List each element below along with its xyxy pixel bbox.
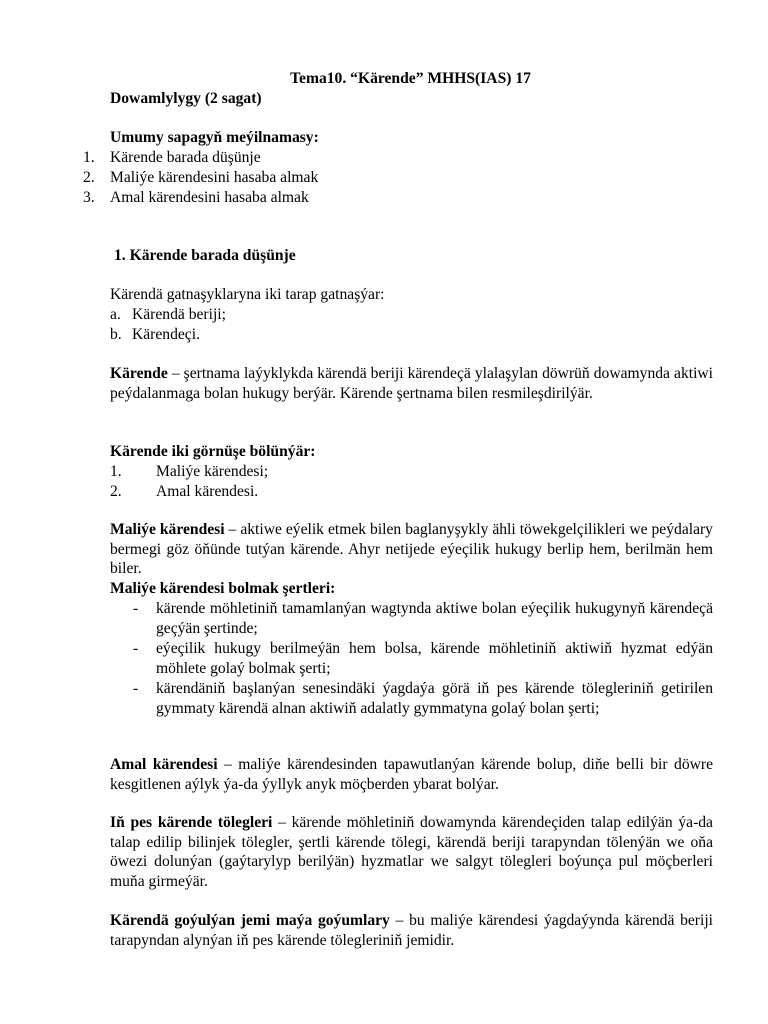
objectives-heading: Umumy sapagyň meýilnamasy: — [110, 129, 319, 146]
participants-list — [110, 305, 710, 345]
section-heading: 1. Kärende barada düşünje — [114, 247, 296, 264]
list-item: - eýeçilik hukugy berilmeýän hem bolsa, kärende möhletiniň aktiwiň hyzmat edýän möhlete golaý bolmak şerti; — [133, 640, 713, 677]
list-item: 1. Kärende barada düşünje — [83, 149, 261, 166]
list-item: - kärende möhletiniň tamamlanýan wagtynda aktiwe bolan eýeçilik hukugynyň kärendeçä geçýän şertinde; — [133, 600, 713, 637]
definition-minimum-payments: Iň pes kärende tölegleri – kärende möhletiniň dowamynda kärendeçiden talap edilýän ýa-da talap edilip bilinjek tölegler, şertli kärende tölegi, kärendä beriji tarapyndan tölenýän we oňa öwezi dolunýan (gaýtarylyp berilýän) hyzmatlar we salgyt tölegleri boýunça pul möçberleri muňa girmeýär. — [110, 814, 713, 890]
conditions-list — [0, 599, 768, 739]
types-heading: Kärende iki görnüşe bölünýär: — [110, 443, 316, 460]
definition-karende: Kärende – şertnama laýyklykda kärendä beriji kärendeçä ylalaşylan döwrüň dowamynda aktiwi peýdalanmaga bolan hukugy berýär. Kärende şertnama bilen resmileşdirilýär. — [110, 365, 713, 402]
list-item: 1. Maliýe kärendesi; — [110, 463, 269, 480]
list-item: b. Kärendeçi. — [110, 326, 200, 343]
conditions-heading: Maliýe kärendesi bolmak şertleri: — [110, 580, 336, 597]
definition-maliye-karendesi: Maliýe kärendesi – aktiwe eýelik etmek bilen baglanyşykly ähli töwekgelçilikleri we peýdalary bermegi göz öňünde tutýan kärende. Ahyr netijede eýeçilik hukugy berlip hem, berilmän hem biler. — [110, 521, 713, 578]
list-item: 2. Amal kärendesi. — [110, 483, 259, 500]
list-item: - kärendäniň başlanýan senesindäki ýagdaýa görä iň pes kärende tölegleriniň getirilen gymmaty kärendä alnan aktiwiň adalatly gymmatyna golaý bolan şerti; — [133, 680, 713, 717]
list-item: 2. Maliýe kärendesini hasaba almak — [83, 169, 319, 186]
document-title: Tema10. “Kärende” MHHS(IAS) 17 — [290, 70, 531, 87]
list-item: 3. Amal kärendesini hasaba almak — [83, 189, 309, 206]
types-list — [110, 462, 710, 502]
definition-gross-investment: Kärendä goýulýan jemi maýa goýumlary – bu maliýe kärendesi ýagdaýynda kärendä beriji tarapyndan alynýan iň pes kärende tölegleriniň jemidir. — [110, 912, 713, 949]
list-item: a. Kärendä beriji; — [110, 306, 226, 323]
duration-line: Dowamlylygy (2 sagat) — [110, 90, 262, 107]
objectives-list — [0, 148, 768, 208]
definition-amal-karendesi: Amal kärendesi – maliýe kärendesinden tapawutlanýan kärende bolup, diňe belli bir döwre kesgitlenen aýlyk ýa-da ýyllyk anyk möçberden ybarat bolýar. — [110, 756, 713, 793]
participants-intro: Kärendä gatnaşyklaryna iki tarap gatnaşýar: — [110, 286, 385, 303]
